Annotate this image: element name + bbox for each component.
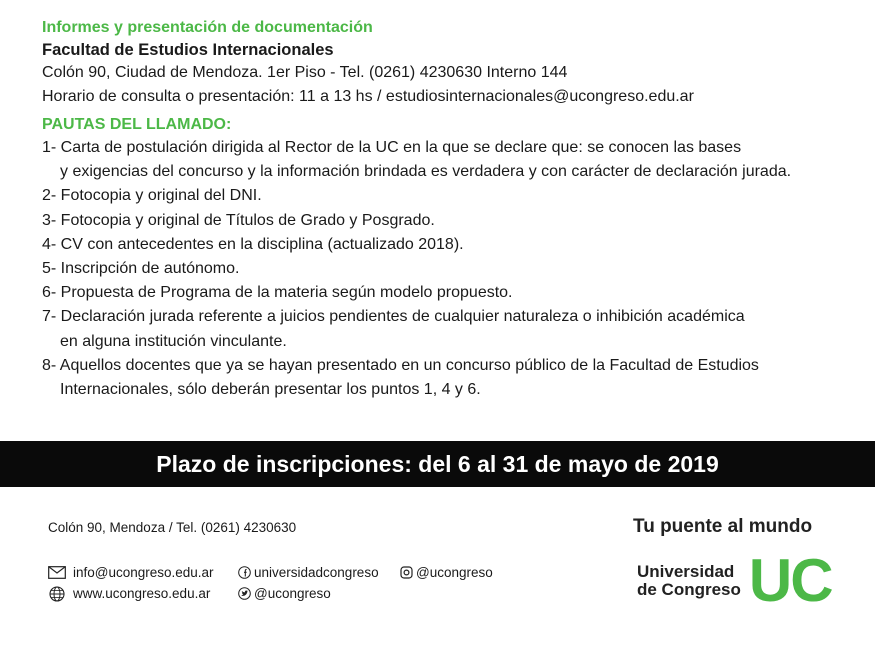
pauta-line: en alguna institución vinculante. — [60, 332, 287, 350]
info-heading: Informes y presentación de documentación — [42, 19, 373, 36]
logo-line-1: Universidad — [637, 562, 735, 581]
instagram-handle[interactable]: @ucongreso — [416, 565, 493, 580]
facebook-icon — [238, 565, 251, 581]
web-contact[interactable] — [48, 586, 238, 602]
pauta-line: 7- Declaración jurada referente a juicios pendientes de cualquier naturaleza o inhibición académica — [42, 308, 745, 326]
pauta-line: 2- Fotocopia y original del DNI. — [42, 187, 262, 205]
twitter-contact[interactable] — [238, 586, 400, 602]
logo-mark: UC — [748, 547, 832, 614]
pauta-line: 1- Carta de postulación dirigida al Rector de la UC en la que se declare que: se conocen las bases — [42, 139, 742, 156]
pauta-item — [42, 209, 862, 233]
footer-address: Colón 90, Mendoza / Tel. (0261) 4230630 — [48, 520, 297, 535]
email-link[interactable]: info@ucongreso.edu.ar — [73, 565, 214, 580]
pauta-line: 8- Aquellos docentes que ya se hayan presentado en un concurso público de la Facultad de Estudios — [42, 356, 759, 374]
faculty-address: Colón 90, Ciudad de Mendoza. 1er Piso - Tel. (0261) 4230630 Interno 144 — [42, 64, 568, 81]
info-section — [42, 17, 862, 402]
pautas-section — [42, 114, 862, 402]
logo-wordmark — [637, 563, 741, 599]
pauta-line: 4- CV con antecedentes en la disciplina (actualizado 2018). — [42, 235, 464, 253]
twitter-icon — [238, 586, 251, 602]
pautas-list — [42, 136, 862, 402]
web-link[interactable]: www.ucongreso.edu.ar — [73, 586, 211, 601]
facebook-handle[interactable]: universidadcongreso — [254, 565, 379, 580]
pauta-line: Internacionales, sólo deberán presentar los puntos 1, 4 y 6. — [60, 381, 481, 399]
pauta-item — [42, 281, 862, 305]
university-logo — [637, 547, 832, 614]
pauta-item — [42, 184, 862, 208]
consultation-hours: Horario de consulta o presentación: 11 a 13 hs / estudiosinternacionales@ucongreso.edu.ar — [42, 87, 694, 105]
contact-block — [48, 562, 590, 604]
pauta-item — [42, 257, 862, 281]
twitter-handle[interactable]: @ucongreso — [254, 586, 331, 601]
deadline-banner: Plazo de inscripciones: del 6 al 31 de mayo de 2019 — [0, 441, 875, 487]
pauta-item — [42, 233, 862, 257]
pauta-line: 5- Inscripción de autónomo. — [42, 260, 240, 278]
logo-line-2: de Congreso — [637, 580, 741, 599]
facebook-contact[interactable] — [238, 565, 400, 581]
pautas-heading: PAUTAS DEL LLAMADO: — [42, 116, 232, 133]
instagram-contact[interactable] — [400, 565, 590, 581]
tagline: Tu puente al mundo — [633, 516, 813, 537]
faculty-name: Facultad de Estudios Internacionales — [42, 41, 334, 59]
pauta-line: 3- Fotocopia y original de Títulos de Grado y Posgrado. — [42, 211, 435, 229]
envelope-icon — [48, 565, 66, 581]
pauta-item — [42, 136, 862, 184]
instagram-icon — [400, 565, 413, 581]
pauta-item — [42, 305, 862, 353]
globe-icon — [48, 586, 66, 602]
email-contact[interactable] — [48, 565, 238, 581]
pauta-line: y exigencias del concurso y la información brindada es verdadera y con carácter de declaración jurada. — [60, 163, 792, 181]
pauta-line: 6- Propuesta de Programa de la materia según modelo propuesto. — [42, 284, 513, 302]
pauta-item — [42, 354, 862, 402]
